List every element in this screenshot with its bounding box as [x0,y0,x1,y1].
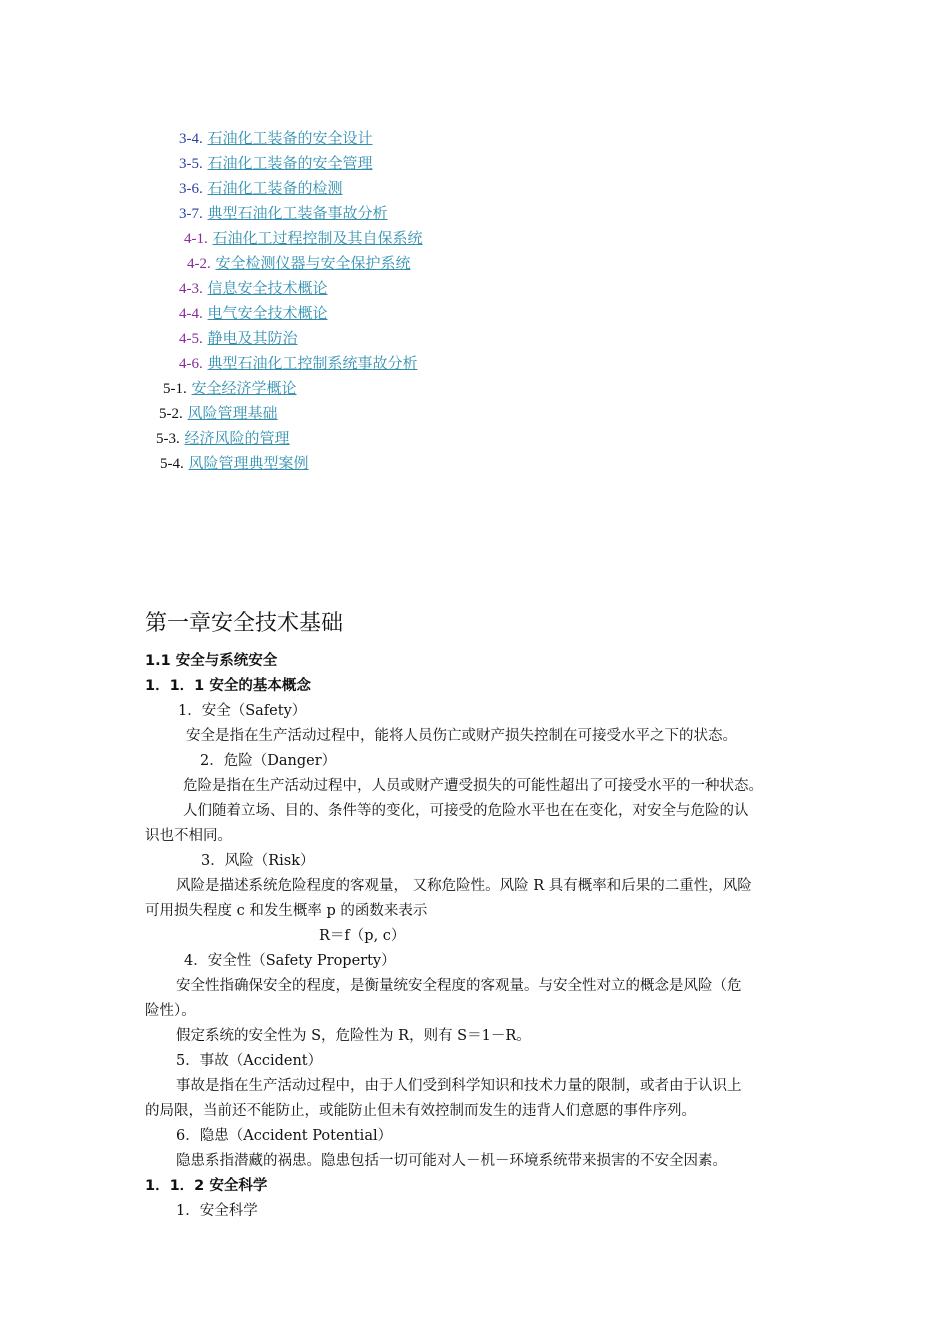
toc-number: 5-3. [156,431,180,447]
toc-link[interactable]: 石油化工装备的安全设计 [207,129,373,147]
toc-number: 4-5. [179,331,203,347]
toc-link[interactable]: 电气安全技术概论 [207,304,328,322]
toc-item[interactable] [179,178,343,199]
toc-item[interactable] [160,453,309,474]
paragraph: 安全性指确保安全的程度，是衡量统安全程度的客观量。与安全性对立的概念是风险（危 [176,978,742,994]
paragraph: 安全是指在生产活动过程中，能将人员伤亡或财产损失控制在可接受水平之下的状态。 [186,728,737,744]
toc-link[interactable]: 安全经济学概论 [191,379,297,397]
paragraph: 假定系统的安全性为 S，危险性为 R，则有 S＝1－R。 [176,1028,531,1044]
toc-number: 4-6. [179,356,203,372]
chapter-title: 第一章安全技术基础 [145,611,344,636]
toc-item[interactable] [179,278,328,299]
item-heading: 6．隐患（Accident Potential） [176,1128,393,1144]
toc-number: 4-2. [187,256,211,272]
toc-item[interactable] [179,153,373,174]
paragraph: 危险是指在生产活动过程中，人员或财产遭受损失的可能性超出了可接受水平的一种状态。 [183,778,763,794]
toc-number: 3-5. [179,156,203,172]
section-heading: 1.1 安全与系统安全 [145,653,278,669]
item-heading: 2．危险（Danger） [200,753,337,769]
paragraph: 人们随着立场、目的、条件等的变化，可接受的危险水平也在在变化，对安全与危险的认 [183,803,749,819]
paragraph: 事故是指在生产活动过程中，由于人们受到科学知识和技术力量的限制，或者由于认识上 [176,1078,742,1094]
toc-number: 3-7. [179,206,203,222]
item-heading: 5．事故（Accident） [176,1053,323,1069]
toc-number: 5-1. [163,381,187,397]
formula: R＝f（p, c） [319,928,406,944]
toc-link[interactable]: 石油化工过程控制及其自保系统 [212,229,423,247]
item-heading: 4．安全性（Safety Property） [184,953,396,969]
item-heading: 3．风险（Risk） [201,853,315,869]
toc-link[interactable]: 典型石油化工控制系统事故分析 [207,354,418,372]
subsection-heading: 1．1．2 安全科学 [145,1178,268,1194]
subsection-heading: 1．1．1 安全的基本概念 [145,678,311,694]
toc-item[interactable] [156,428,290,449]
toc-link[interactable]: 信息安全技术概论 [207,279,328,297]
toc-number: 4-1. [184,231,208,247]
toc-link[interactable]: 石油化工装备的安全管理 [207,154,373,172]
toc-link[interactable]: 安全检测仪器与安全保护系统 [215,254,411,272]
toc-item[interactable] [179,203,388,224]
paragraph: 险性）。 [145,1003,196,1019]
item-heading: 1．安全（Safety） [178,703,307,719]
paragraph: 识也不相同。 [145,828,232,844]
toc-link[interactable]: 风险管理典型案例 [188,454,309,472]
toc-number: 5-2. [159,406,183,422]
toc-link[interactable]: 经济风险的管理 [184,429,290,447]
toc-item[interactable] [163,378,297,399]
paragraph: 隐患系指潜藏的祸患。隐患包括一切可能对人－机－环境系统带来损害的不安全因素。 [176,1153,727,1169]
toc-item[interactable] [159,403,278,424]
paragraph: 可用损失程度 c 和发生概率 p 的函数来表示 [145,903,428,919]
toc-item[interactable] [179,303,328,324]
toc-number: 4-4. [179,306,203,322]
toc-item[interactable] [187,253,411,274]
toc-number: 5-4. [160,456,184,472]
toc-link[interactable]: 典型石油化工装备事故分析 [207,204,388,222]
toc-link[interactable]: 静电及其防治 [207,329,298,347]
toc-item[interactable] [179,128,373,149]
toc-link[interactable]: 石油化工装备的检测 [207,179,343,197]
toc-link[interactable]: 风险管理基础 [187,404,278,422]
toc-item[interactable] [184,228,423,249]
paragraph: 的局限，当前还不能防止，或能防止但未有效控制而发生的违背人们意愿的事件序列。 [145,1103,696,1119]
toc-item[interactable] [179,353,418,374]
toc-number: 3-6. [179,181,203,197]
toc-number: 3-4. [179,131,203,147]
toc-item[interactable] [179,328,298,349]
toc-number: 4-3. [179,281,203,297]
item-heading: 1．安全科学 [176,1203,258,1219]
paragraph: 风险是描述系统危险程度的客观量， 又称危险性。风险 R 具有概率和后果的二重性，风险 [176,878,752,894]
